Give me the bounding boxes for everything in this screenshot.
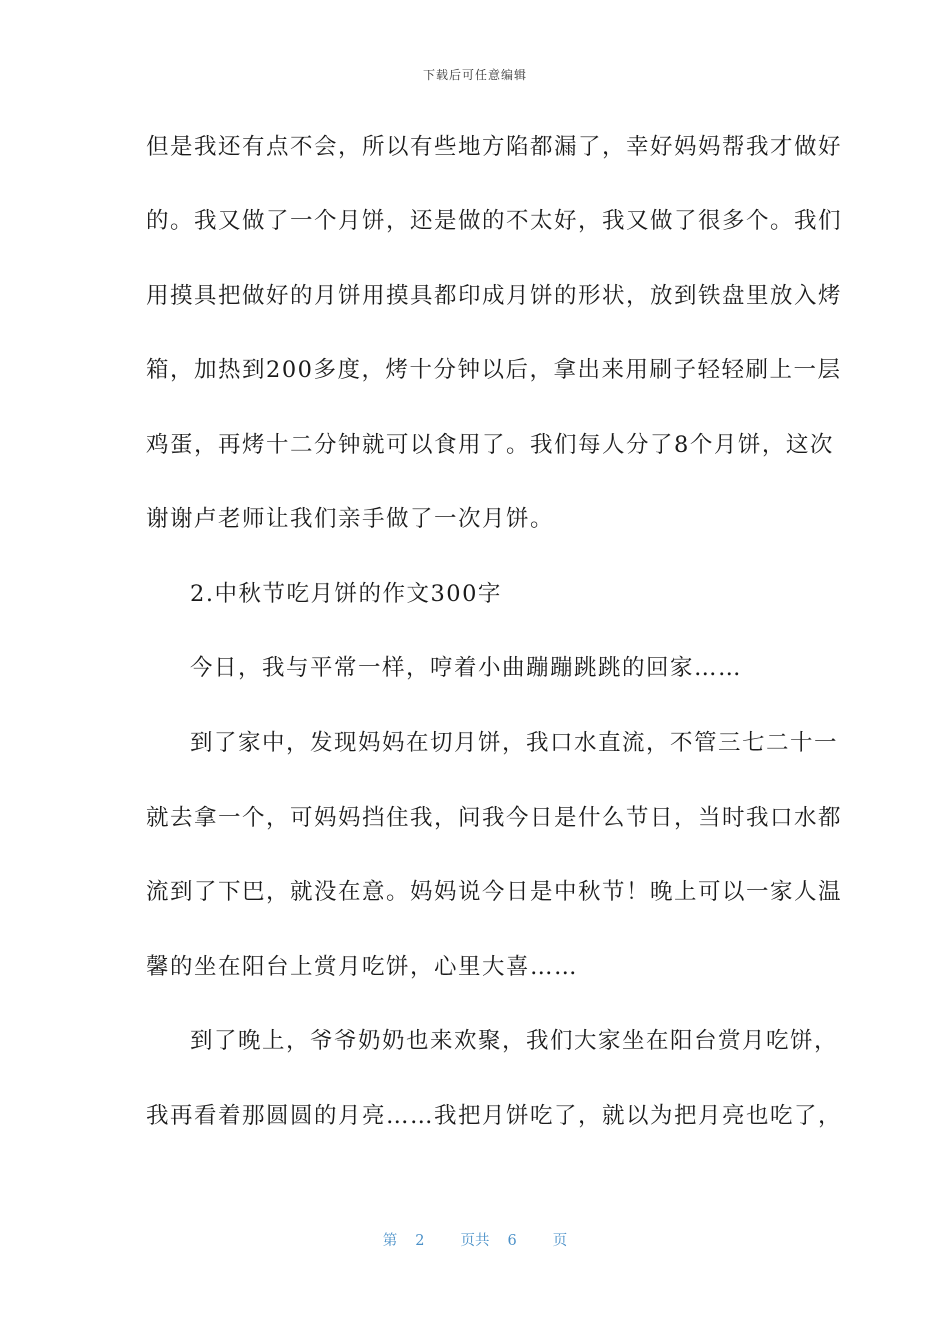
paragraph-line: 谢谢卢老师让我们亲手做了一次月饼。 [146, 506, 555, 532]
page-prefix-label: 第 [382, 1233, 398, 1249]
page-header-note: 下载后可任意编辑 [422, 68, 527, 82]
paragraph-line: 就去拿一个，可妈妈挡住我，问我今日是什么节日，当时我口水都 [146, 805, 843, 831]
paragraph-line: 今日，我与平常一样，哼着小曲蹦蹦跳跳的回家…… [190, 655, 743, 681]
paragraph-line: 的。我又做了一个月饼，还是做的不太好，我又做了很多个。我们 [146, 208, 843, 234]
paragraph-line: 到了家中，发现妈妈在切月饼，我口水直流，不管三七二十一 [190, 730, 839, 756]
paragraph-line: 我再看着那圆圆的月亮……我把月饼吃了，就以为把月亮也吃了， [146, 1103, 843, 1129]
total-pages-number: 6 [507, 1233, 517, 1249]
paragraph-line: 流到了下巴，就没在意。妈妈说今日是中秋节！晚上可以一家人温 [146, 879, 843, 905]
page-footer [0, 1229, 950, 1250]
paragraph-line: 用摸具把做好的月饼用摸具都印成月饼的形状，放到铁盘里放入烤 [146, 283, 843, 309]
paragraph-line: 箱，加热到200多度，烤十分钟以后，拿出来用刷子轻轻刷上一层 [146, 357, 842, 383]
paragraph-line: 馨的坐在阳台上赏月吃饼，心里大喜…… [146, 954, 579, 980]
paragraph-line: 到了晚上，爷爷奶奶也来欢聚，我们大家坐在阳台赏月吃饼， [190, 1028, 839, 1054]
page-mid-label: 页共 [460, 1233, 490, 1249]
paragraph-line: 鸡蛋，再烤十二分钟就可以食用了。我们每人分了8个月饼，这次 [146, 432, 834, 458]
current-page-number: 2 [415, 1233, 425, 1249]
paragraph-line: 但是我还有点不会，所以有些地方陷都漏了，幸好妈妈帮我才做好 [146, 134, 843, 160]
page-suffix-label: 页 [552, 1233, 568, 1249]
section-heading: 2.中秋节吃月饼的作文300字 [190, 581, 502, 607]
